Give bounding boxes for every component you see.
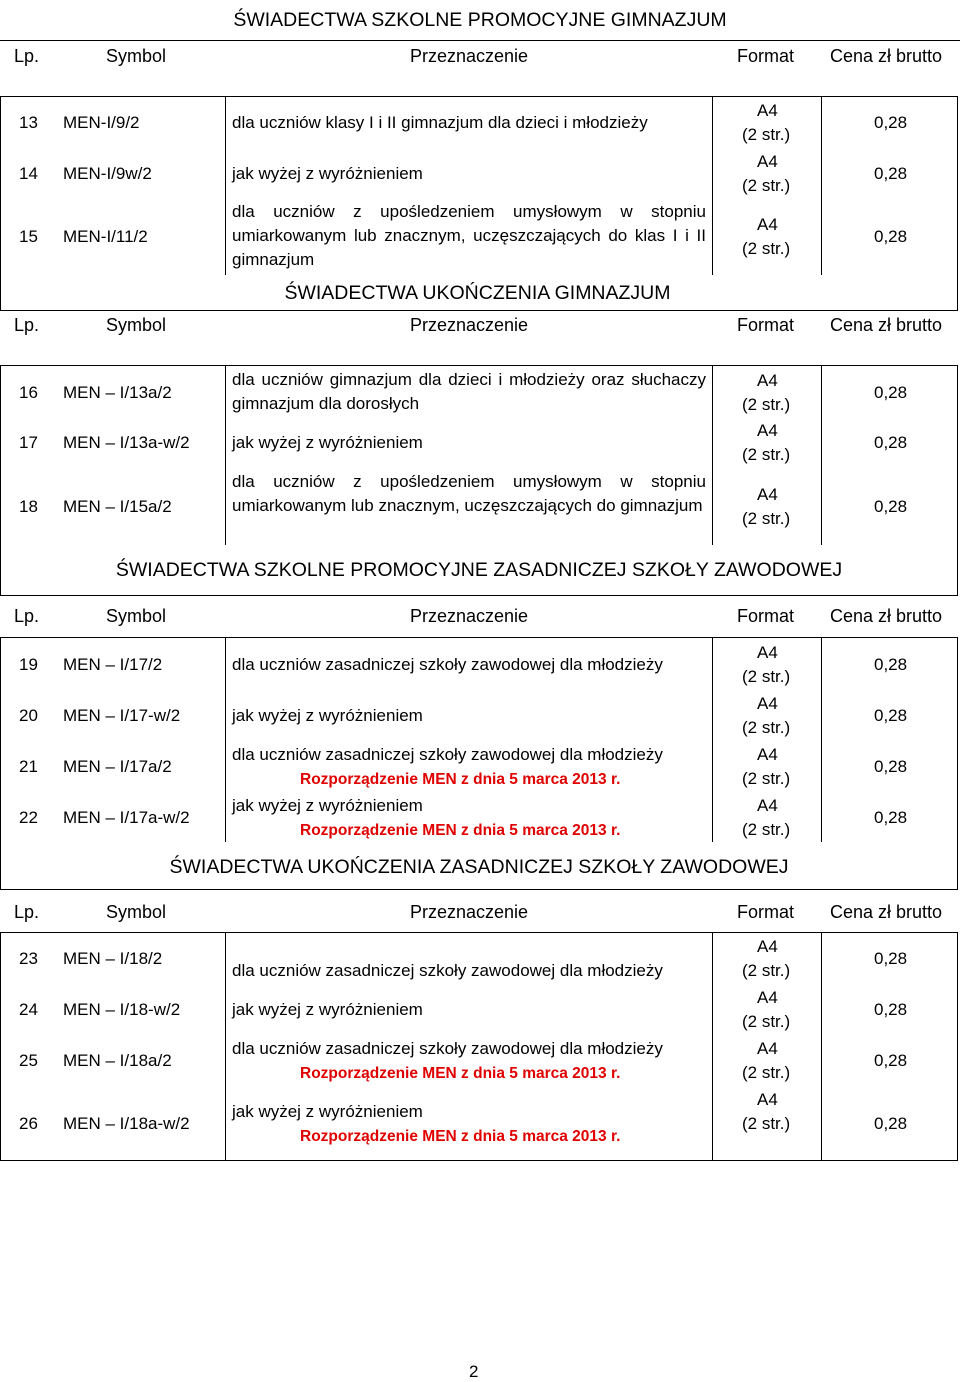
header-symbol: Symbol: [106, 315, 167, 335]
cell-cena: 0,28: [874, 113, 908, 132]
cell-cena: 0,28: [874, 1114, 908, 1133]
header-cena: Cena zł brutto: [830, 606, 943, 626]
cell-format-a: A4: [757, 1039, 778, 1058]
cell-cena: 0,28: [874, 433, 908, 452]
cell-format-a: A4: [757, 485, 778, 504]
page-number: 2: [469, 1362, 479, 1381]
cell-lp: 24: [19, 1000, 38, 1019]
header-przeznaczenie: Przeznaczenie: [410, 902, 529, 922]
cell-lp: 21: [19, 757, 38, 776]
header-przeznaczenie: Przeznaczenie: [410, 46, 529, 66]
cell-cena: 0,28: [874, 655, 908, 674]
table-body: [0, 96, 958, 311]
cell-format-b: (2 str.): [742, 1114, 791, 1133]
table-header: [0, 40, 960, 71]
cell-format-b: (2 str.): [742, 820, 791, 839]
section-title: ŚWIADECTWA UKOŃCZENIA ZASADNICZEJ SZKOŁY ZAWODOWEJ: [169, 856, 789, 878]
cell-format-a: A4: [757, 1090, 778, 1109]
cell-symbol: MEN-I/9w/2: [63, 164, 152, 183]
cell-format-a: A4: [757, 988, 778, 1007]
cell-format-a: A4: [757, 371, 778, 390]
cell-format-b: (2 str.): [742, 239, 791, 258]
cell-lp: 25: [19, 1051, 38, 1070]
cell-format-b: (2 str.): [742, 769, 791, 788]
cell-przeznaczenie: jak wyżej z wyróżnieniem: [232, 433, 423, 452]
regulation-note: Rozporządzenie MEN z dnia 5 marca 2013 r.: [300, 1065, 621, 1082]
cell-lp: 14: [19, 164, 38, 183]
header-cena: Cena zł brutto: [830, 902, 943, 922]
cell-format-b: (2 str.): [742, 1012, 791, 1031]
cell-symbol: MEN – I/17/2: [63, 655, 163, 674]
cell-format-b: (2 str.): [742, 445, 791, 464]
cell-format-a: A4: [757, 643, 778, 662]
cell-przeznaczenie: dla uczniów zasadniczej szkoły zawodowej dla młodzieży: [232, 655, 663, 674]
cell-format-a: A4: [757, 101, 778, 120]
table-header: [0, 597, 960, 627]
cell-format-b: (2 str.): [742, 395, 791, 414]
cell-format-a: A4: [757, 215, 778, 234]
table-body: [0, 637, 958, 890]
header-przeznaczenie: Przeznaczenie: [410, 606, 529, 626]
cell-format-b: (2 str.): [742, 961, 791, 980]
cell-lp: 23: [19, 949, 38, 968]
cell-przeznaczenie: dla uczniów gimnazjum dla dzieci i młodzieży oraz słuchaczy gimnazjum dla dorosłych: [232, 370, 706, 413]
regulation-note: Rozporządzenie MEN z dnia 5 marca 2013 r.: [300, 771, 621, 788]
cell-cena: 0,28: [874, 706, 908, 725]
cell-symbol: MEN – I/15a/2: [63, 497, 172, 516]
header-symbol: Symbol: [106, 606, 167, 626]
cell-symbol: MEN – I/17a/2: [63, 757, 172, 776]
cell-lp: 20: [19, 706, 38, 725]
cell-przeznaczenie: jak wyżej z wyróżnieniem: [232, 164, 423, 183]
cell-format-b: (2 str.): [742, 509, 791, 528]
cell-lp: 18: [19, 497, 38, 516]
cell-cena: 0,28: [874, 757, 908, 776]
section-title: ŚWIADECTWA UKOŃCZENIA GIMNAZJUM: [284, 282, 671, 304]
cell-lp: 15: [19, 227, 38, 246]
cell-symbol: MEN – I/17-w/2: [63, 706, 181, 725]
cell-cena: 0,28: [874, 1000, 908, 1019]
cell-format-b: (2 str.): [742, 176, 791, 195]
header-lp: Lp.: [14, 46, 40, 66]
cell-cena: 0,28: [874, 383, 908, 402]
cell-symbol: MEN – I/13a-w/2: [63, 433, 190, 452]
cell-cena: 0,28: [874, 227, 908, 246]
regulation-note: Rozporządzenie MEN z dnia 5 marca 2013 r.: [300, 1128, 621, 1145]
header-lp: Lp.: [14, 315, 40, 335]
cell-lp: 26: [19, 1114, 38, 1133]
header-format: Format: [737, 315, 795, 335]
table-header: [0, 893, 960, 923]
cell-cena: 0,28: [874, 1051, 908, 1070]
cell-format-a: A4: [757, 937, 778, 956]
header-przeznaczenie: Przeznaczenie: [410, 315, 529, 335]
cell-symbol: MEN – I/18a/2: [63, 1051, 172, 1070]
cell-przeznaczenie: dla uczniów zasadniczej szkoły zawodowej dla młodzieży: [232, 1039, 663, 1058]
cell-lp: 13: [19, 113, 38, 132]
table-header: [0, 310, 960, 340]
cell-format-a: A4: [757, 421, 778, 440]
header-format: Format: [737, 46, 795, 66]
header-lp: Lp.: [14, 902, 40, 922]
cell-lp: 16: [19, 383, 38, 402]
cell-lp: 19: [19, 655, 38, 674]
cell-przeznaczenie: dla uczniów klasy I i II gimnazjum dla dzieci i młodzieży: [232, 113, 648, 132]
cell-przeznaczenie: jak wyżej z wyróżnieniem: [232, 1102, 423, 1121]
section-title: ŚWIADECTWA SZKOLNE PROMOCYJNE GIMNAZJUM: [233, 9, 727, 31]
cell-przeznaczenie: dla uczniów zasadniczej szkoły zawodowej dla młodzieży: [232, 745, 663, 764]
table-body: [0, 932, 958, 1161]
header-format: Format: [737, 902, 795, 922]
cell-przeznaczenie: dla uczniów z upośledzeniem umysłowym w stopniu umiarkowanym lub znacznym, uczęszczających do gimnazjum: [232, 472, 706, 515]
header-cena: Cena zł brutto: [830, 46, 943, 66]
cell-lp: 17: [19, 433, 38, 452]
cell-symbol: MEN – I/18/2: [63, 949, 163, 968]
cell-format-a: A4: [757, 694, 778, 713]
cell-format-a: A4: [757, 745, 778, 764]
header-symbol: Symbol: [106, 902, 167, 922]
cell-cena: 0,28: [874, 949, 908, 968]
header-cena: Cena zł brutto: [830, 315, 943, 335]
cell-symbol: MEN – I/13a/2: [63, 383, 172, 402]
cell-format-b: (2 str.): [742, 718, 791, 737]
cell-format-a: A4: [757, 796, 778, 815]
cell-przeznaczenie: jak wyżej z wyróżnieniem: [232, 1000, 423, 1019]
header-format: Format: [737, 606, 795, 626]
cell-przeznaczenie: jak wyżej z wyróżnieniem: [232, 796, 423, 815]
cell-cena: 0,28: [874, 808, 908, 827]
cell-przeznaczenie: jak wyżej z wyróżnieniem: [232, 706, 423, 725]
cell-symbol: MEN – I/18a-w/2: [63, 1114, 190, 1133]
cell-symbol: MEN-I/11/2: [63, 227, 148, 246]
cell-cena: 0,28: [874, 497, 908, 516]
section-title: ŚWIADECTWA SZKOLNE PROMOCYJNE ZASADNICZEJ SZKOŁY ZAWODOWEJ: [115, 559, 843, 581]
cell-przeznaczenie: dla uczniów z upośledzeniem umysłowym w stopniu umiarkowanym lub znacznym, uczęszczających do klas I i II gimnazjum: [232, 202, 706, 269]
cell-symbol: MEN – I/17a-w/2: [63, 808, 190, 827]
header-lp: Lp.: [14, 606, 40, 626]
cell-format-b: (2 str.): [742, 1063, 791, 1082]
cell-lp: 22: [19, 808, 38, 827]
header-symbol: Symbol: [106, 46, 167, 66]
cell-symbol: MEN – I/18-w/2: [63, 1000, 181, 1019]
cell-cena: 0,28: [874, 164, 908, 183]
cell-format-a: A4: [757, 152, 778, 171]
cell-przeznaczenie: dla uczniów zasadniczej szkoły zawodowej dla młodzieży: [232, 961, 663, 980]
regulation-note: Rozporządzenie MEN z dnia 5 marca 2013 r.: [300, 822, 621, 839]
cell-symbol: MEN-I/9/2: [63, 113, 140, 132]
cell-format-b: (2 str.): [742, 667, 791, 686]
cell-format-b: (2 str.): [742, 125, 791, 144]
